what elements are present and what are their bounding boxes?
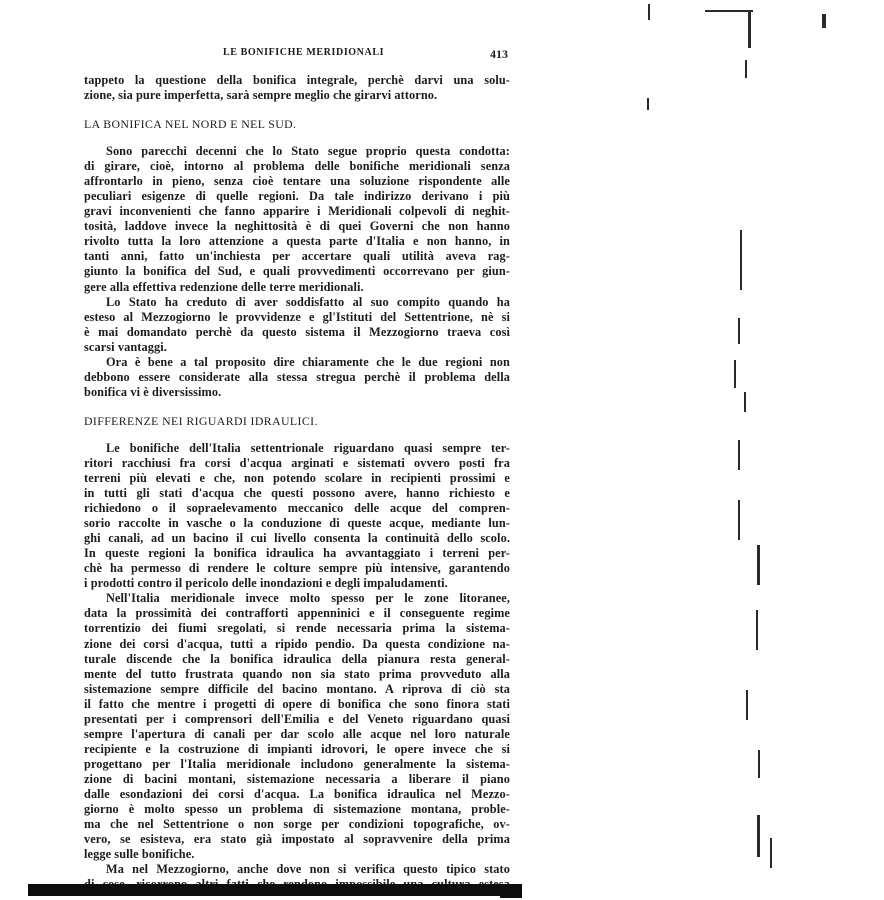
text-line: di girare, cioè, intorno al problema delle bonifiche meridionali senza xyxy=(84,159,510,174)
text-line: debbono essere considerate alla stessa stregua perchè il problema della xyxy=(84,369,510,384)
page-number: 413 xyxy=(490,47,508,61)
text-line: zione, sia pure imperfetta, sarà sempre meglio che girarvi attorno. xyxy=(84,88,438,103)
text-line: zione dei corsi d'acqua, tutti a ripido pendio. Da questa condizione na- xyxy=(84,636,510,651)
text-line: richiedono o il sopraelevamento meccanico delle acque del compren- xyxy=(84,501,510,516)
section-heading: LA BONIFICA NEL NORD E NEL SUD. xyxy=(84,117,297,132)
text-line: zione di bacini montani, sistemazione necessaria a liberare il piano xyxy=(84,771,510,786)
text-line: ma che nel Settentrione o non sorge per condizioni topografiche, ov- xyxy=(84,817,510,832)
text-line: giunto la bonifica del Sud, e quali provvedimenti occorrevano per giun- xyxy=(84,264,510,279)
text-line: terreni più elevati e che, non potendo scolare in recipienti prossimi e xyxy=(84,470,510,485)
text-line: gere alla effettiva redenzione delle terre meridionali. xyxy=(84,279,364,294)
text-line: peculiari esigenze di quelle regioni. Da tale indirizzo derivano i più xyxy=(84,189,510,204)
text-line: tanti anni, fatto un'inchiesta per accertare quali utilità aveva rag- xyxy=(84,249,510,264)
text-line: presentati per i comprensori dell'Emilia e del Veneto riguardano quasi xyxy=(84,711,510,726)
text-line: Lo Stato ha creduto di aver soddisfatto al suo compito quando ha xyxy=(106,294,510,309)
text-line: sorio raccolte in vasche o la conduzione di queste acque, mediante lun- xyxy=(84,516,510,531)
text-line: dalle esondazioni dei corsi d'acqua. La bonifica idraulica nel Mezzo- xyxy=(84,786,510,801)
scan-edge-bar-tail xyxy=(500,884,522,898)
text-line: rivolto tutta la loro attenzione a questa parte d'Italia e non hanno, in xyxy=(84,234,510,249)
text-line: tappeto la questione della bonifica integrale, perchè darvi una solu- xyxy=(84,73,510,87)
text-line: in tutti gli stati d'acqua che questi possono avere, hanno richiesto e xyxy=(84,486,510,501)
text-line: Nell'Italia meridionale invece molto spesso per le zone litoranee, xyxy=(106,591,510,606)
text-line: giorno è molto spesso un problema di sistemazione montana, proble- xyxy=(84,802,510,817)
text-line: progettano per l'Italia meridionale includono generalmente la sistema- xyxy=(84,756,510,771)
text-line: ghi canali, ad un bacino il cui livello consenta la continuità dello scolo. xyxy=(84,531,510,546)
page-header xyxy=(88,47,508,67)
text-line: turale discende che la bonifica idraulica della pianura resta general- xyxy=(84,651,510,666)
text-line: scarsi vantaggi. xyxy=(84,339,167,354)
section-heading: DIFFERENZE NEI RIGUARDI IDRAULICI. xyxy=(84,413,318,428)
text-line: Sono parecchi decenni che lo Stato segue proprio questa condotta: xyxy=(106,144,510,159)
text-line: è mai domandato perchè da questo sistema il Mezzogiorno traeva così xyxy=(84,324,510,339)
running-head: LE BONIFICHE MERIDIONALI xyxy=(223,47,385,58)
text-line: i prodotti contro il pericolo delle inondazioni e degli impaludamenti. xyxy=(84,576,448,591)
text-line: data la prossimità dei contrafforti appenninici e il conseguente regime xyxy=(84,606,510,621)
text-line: torrentizio dei fiumi sregolati, si rende necessaria prima la sistema- xyxy=(84,621,510,636)
text-line: affrontarlo in pieno, senza cioè tentare una soluzione rispondente alle xyxy=(84,174,510,189)
text-line: In queste regioni la bonifica idraulica ha avvantaggiato i terreni per- xyxy=(84,546,510,561)
text-line: mente del tutto frustrata quando non sia stato prima provveduto alla xyxy=(84,666,510,681)
text-line: tosità, laddove invece la neghittosità è di quei Governi che non hanno xyxy=(84,219,510,234)
text-line: gravi inconvenienti che fanno apparire i Meridionali colpevoli di neghit- xyxy=(84,204,510,219)
text-line: Le bonifiche dell'Italia settentrionale riguardano quasi sempre ter- xyxy=(106,440,510,455)
text-line: Ma nel Mezzogiorno, anche dove non si verifica questo tipico stato xyxy=(106,862,510,877)
text-line: ritori racchiusi fra corsi d'acqua arginati e sistemati ovvero posti fra xyxy=(84,455,510,470)
text-line: il fatto che mentre i progetti di opere di bonifica che sono finora stati xyxy=(84,696,510,711)
text-line: legge sulle bonifiche. xyxy=(84,847,195,862)
text-line: Ora è bene a tal proposito dire chiaramente che le due regioni non xyxy=(106,354,510,369)
text-line: recipiente e la costruzione di impianti idrovori, le opere invece che si xyxy=(84,741,510,756)
text-line: vero, se esisteva, era stato già impostato al sopravvenire della prima xyxy=(84,832,510,847)
scan-edge-bar xyxy=(28,884,518,896)
text-line: bonifica vi è diversissimo. xyxy=(84,384,222,399)
text-line: sempre l'apertura di canali per dar scolo alle acque nel loro naturale xyxy=(84,726,510,741)
text-line: sistemazione sempre difficile del bacino montano. A riprova di ciò sta xyxy=(84,681,510,696)
text-line: chè ha permesso di rendere le colture sempre più intensive, garantendo xyxy=(84,561,510,576)
body-text xyxy=(84,73,510,892)
text-line: esteso al Mezzogiorno le provvidenze e gl'Istituti del Settentrione, nè si xyxy=(84,309,510,324)
